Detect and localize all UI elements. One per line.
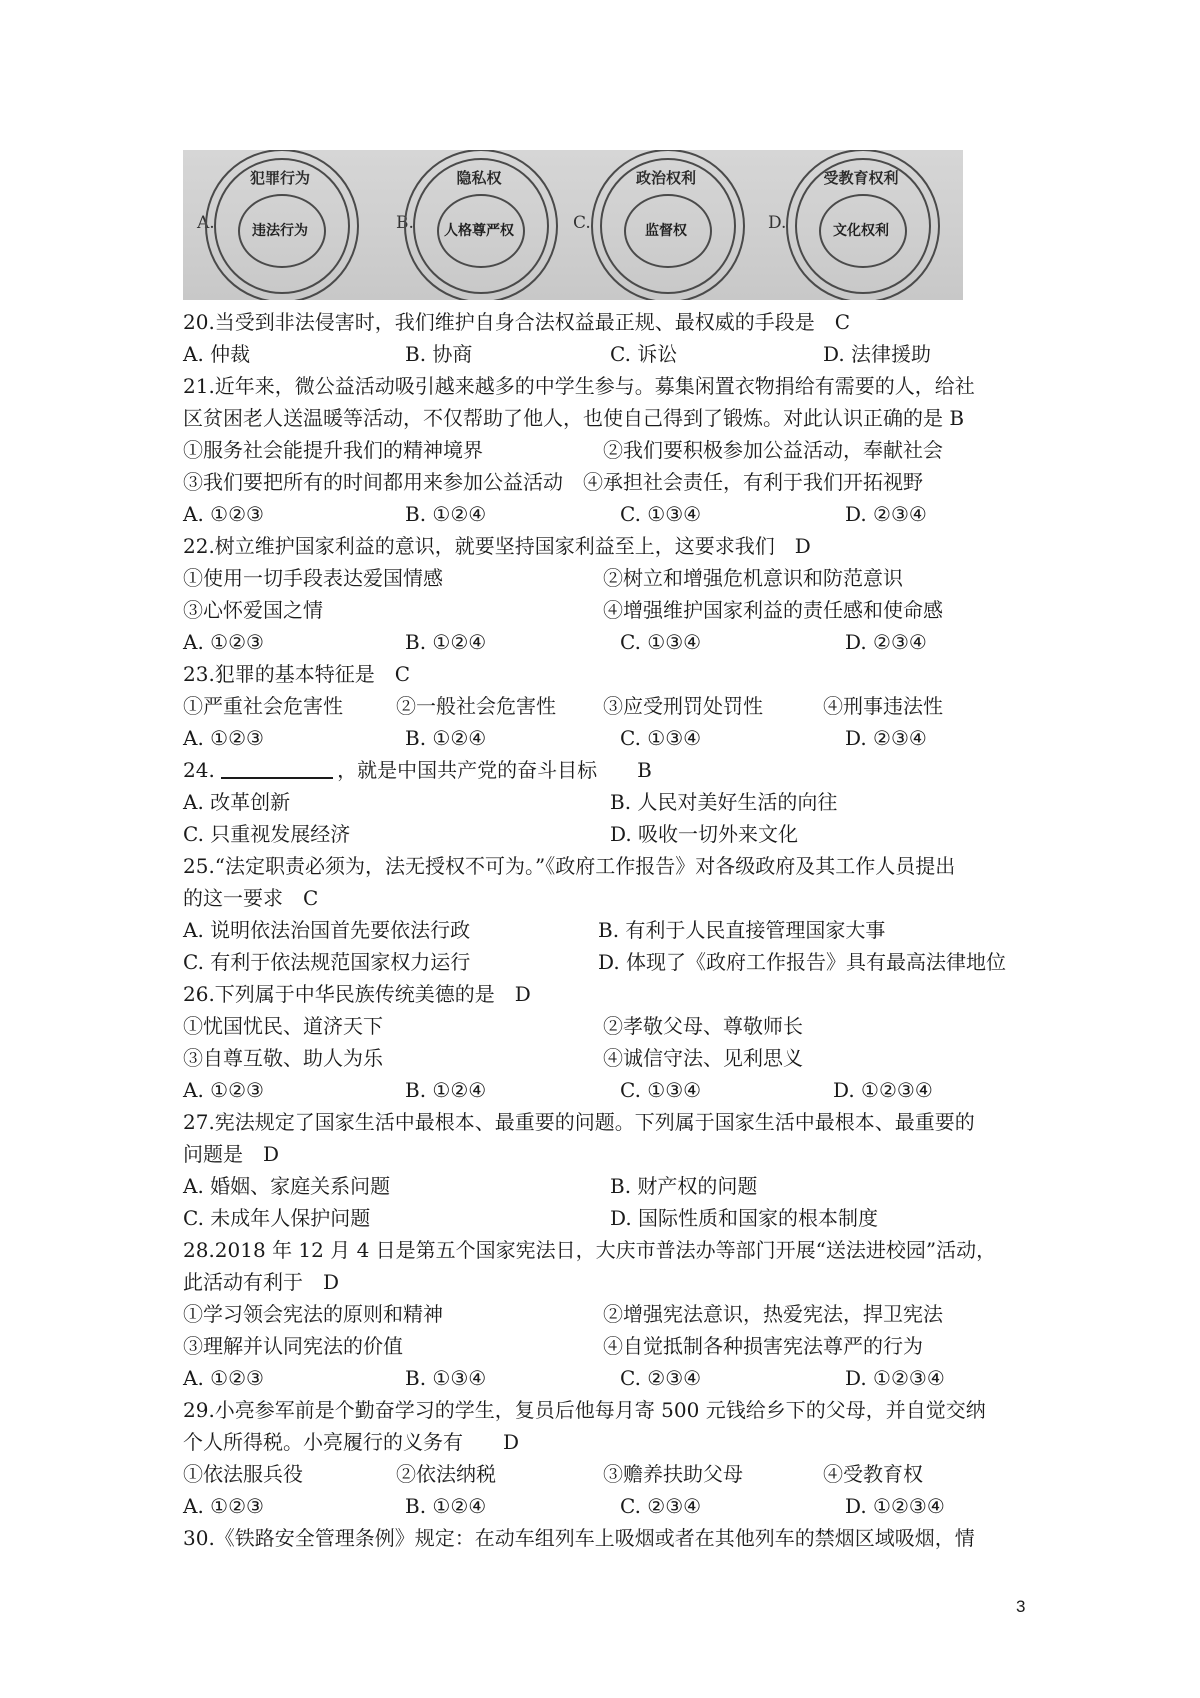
statement-2: ②树立和增强危机意识和防范意识	[603, 566, 903, 590]
question-23-stem: 23.犯罪的基本特征是 C	[183, 662, 411, 686]
outer-label: 政治权利	[635, 169, 696, 187]
question-21-stem: 21.近年来，微公益活动吸引越来越多的中学生参与。募集闲置衣物捐给有需要的人，给社	[183, 374, 975, 398]
option-c: C. ①③④	[620, 1078, 702, 1102]
statement-1: ①服务社会能提升我们的精神境界	[183, 438, 483, 462]
fill-in-blank	[221, 757, 333, 779]
option-d: D. ①②③④	[845, 1366, 945, 1390]
concentric-circle-diagram	[183, 150, 963, 300]
option-b: B. ①③④	[405, 1366, 487, 1390]
statement-4: ④诚信守法、见利思义	[603, 1046, 803, 1070]
option-letter: C.	[573, 213, 591, 233]
option-c: C. ②③④	[620, 1366, 702, 1390]
page-number: 3	[1016, 1597, 1026, 1616]
statement-4: ④增强维护国家利益的责任感和使命感	[603, 598, 943, 622]
option-a: A. 改革创新	[183, 790, 291, 814]
option-a: A. ①②③	[183, 1078, 264, 1102]
statement-3: ③心怀爱国之情	[183, 598, 323, 622]
inner-label: 文化权利	[833, 223, 889, 239]
option-b: B. 人民对美好生活的向往	[610, 790, 838, 814]
option-b: B. ①②④	[405, 1494, 487, 1518]
statement-2: ②我们要积极参加公益活动，奉献社会	[603, 438, 943, 462]
option-b: B. ①②④	[405, 630, 487, 654]
question-text: ，就是中国共产党的奋斗目标 B	[337, 758, 652, 782]
question-29-stem-cont: 个人所得税。小亮履行的义务有 D	[183, 1430, 520, 1454]
diagram-option-a	[183, 150, 378, 300]
question-22-stem: 22.树立维护国家利益的意识，就要坚持国家利益至上，这要求我们 D	[183, 534, 811, 558]
option-c: C. 诉讼	[610, 342, 678, 366]
option-d: D. ②③④	[845, 726, 927, 750]
option-d: D. 法律援助	[823, 342, 932, 366]
option-d: D. 吸收一切外来文化	[610, 822, 799, 846]
statement-3: ③自尊互敬、助人为乐	[183, 1046, 383, 1070]
statement-4: ④承担社会责任，有利于我们开拓视野	[583, 470, 923, 494]
option-d: D. ①②③④	[845, 1494, 945, 1518]
option-b: B. ①②④	[405, 502, 487, 526]
question-20-stem: 20.当受到非法侵害时，我们维护自身合法权益最正规、最权威的手段是 C	[183, 310, 851, 334]
option-b: B. ①②④	[405, 726, 487, 750]
statement-1: ①忧国忧民、道济天下	[183, 1014, 383, 1038]
option-d: D. ②③④	[845, 630, 927, 654]
statement-1: ①使用一切手段表达爱国情感	[183, 566, 443, 590]
option-a: A. ①②③	[183, 726, 264, 750]
question-27-stem: 27.宪法规定了国家生活中最根本、最重要的问题。下列属于国家生活中最根本、最重要的	[183, 1110, 975, 1134]
outer-label: 犯罪行为	[249, 169, 310, 187]
statement-2: ②增强宪法意识，热爱宪法，捍卫宪法	[603, 1302, 943, 1326]
option-a: A. ①②③	[183, 502, 264, 526]
option-b: B. 有利于人民直接管理国家大事	[598, 918, 886, 942]
inner-label: 违法行为	[252, 223, 308, 239]
question-25-stem-cont: 的这一要求 C	[183, 886, 319, 910]
statement-1: ①学习领会宪法的原则和精神	[183, 1302, 443, 1326]
question-24-stem	[183, 756, 652, 784]
question-28-stem: 28.2018 年 12 月 4 日是第五个国家宪法日，大庆市普法办等部门开展“送法进校园”活动，	[183, 1238, 997, 1262]
option-c: C. ①③④	[620, 630, 702, 654]
statement-3: ③理解并认同宪法的价值	[183, 1334, 403, 1358]
option-a: A. 婚姻、家庭关系问题	[183, 1174, 391, 1198]
option-a: A. 说明依法治国首先要依法行政	[183, 918, 471, 942]
option-d: D. ②③④	[845, 502, 927, 526]
option-c: C. 有利于依法规范国家权力运行	[183, 950, 471, 974]
diagram-option-c	[573, 150, 768, 300]
option-b: B. ①②④	[405, 1078, 487, 1102]
option-letter: A.	[197, 213, 215, 233]
option-letter: D.	[768, 213, 787, 233]
option-a: A. 仲裁	[183, 342, 251, 366]
option-c: C. ②③④	[620, 1494, 702, 1518]
option-b: B. 财产权的问题	[610, 1174, 758, 1198]
statement-4: ④刑事违法性	[823, 694, 943, 718]
option-b: B. 协商	[405, 342, 473, 366]
question-29-stem: 29.小亮参军前是个勤奋学习的学生，复员后他每月寄 500 元钱给乡下的父母，并自觉交纳	[183, 1398, 986, 1422]
statement-4: ④受教育权	[823, 1462, 923, 1486]
question-27-stem-cont: 问题是 D	[183, 1142, 280, 1166]
question-30-stem: 30.《铁路安全管理条例》规定：在动车组列车上吸烟或者在其他列车的禁烟区域吸烟，情	[183, 1526, 975, 1550]
statement-3: ③赡养扶助父母	[603, 1462, 743, 1486]
outer-label: 受教育权利	[823, 169, 899, 187]
option-letter: B.	[396, 213, 414, 233]
option-c: C. 只重视发展经济	[183, 822, 351, 846]
option-a: A. ①②③	[183, 1494, 264, 1518]
statement-1: ①严重社会危害性	[183, 694, 343, 718]
statement-3: ③应受刑罚处罚性	[603, 694, 763, 718]
option-d: D. 体现了《政府工作报告》具有最高法律地位	[598, 950, 1007, 974]
question-25-stem: 25.“法定职责必须为，法无授权不可为。”《政府工作报告》对各级政府及其工作人员提出	[183, 854, 956, 878]
option-a: A. ①②③	[183, 1366, 264, 1390]
diagram-option-b	[378, 150, 573, 300]
option-d: D. 国际性质和国家的根本制度	[610, 1206, 879, 1230]
statement-3: ③我们要把所有的时间都用来参加公益活动	[183, 470, 563, 494]
question-26-stem: 26.下列属于中华民族传统美德的是 D	[183, 982, 531, 1006]
question-21-stem-cont: 区贫困老人送温暖等活动，不仅帮助了他人，也使自己得到了锻炼。对此认识正确的是 B	[183, 406, 965, 430]
statement-2: ②依法纳税	[396, 1462, 496, 1486]
statement-4: ④自觉抵制各种损害宪法尊严的行为	[603, 1334, 923, 1358]
option-c: C. ①③④	[620, 502, 702, 526]
option-a: A. ①②③	[183, 630, 264, 654]
question-number: 24.	[183, 758, 215, 782]
outer-label: 隐私权	[456, 169, 502, 187]
inner-label: 人格尊严权	[444, 223, 514, 239]
option-c: C. ①③④	[620, 726, 702, 750]
statement-1: ①依法服兵役	[183, 1462, 303, 1486]
question-28-stem-cont: 此活动有利于 D	[183, 1270, 340, 1294]
statement-2: ②一般社会危害性	[396, 694, 556, 718]
diagram-option-d	[768, 150, 963, 300]
inner-label: 监督权	[645, 223, 687, 239]
statement-2: ②孝敬父母、尊敬师长	[603, 1014, 803, 1038]
option-c: C. 未成年人保护问题	[183, 1206, 371, 1230]
option-d: D. ①②③④	[833, 1078, 933, 1102]
